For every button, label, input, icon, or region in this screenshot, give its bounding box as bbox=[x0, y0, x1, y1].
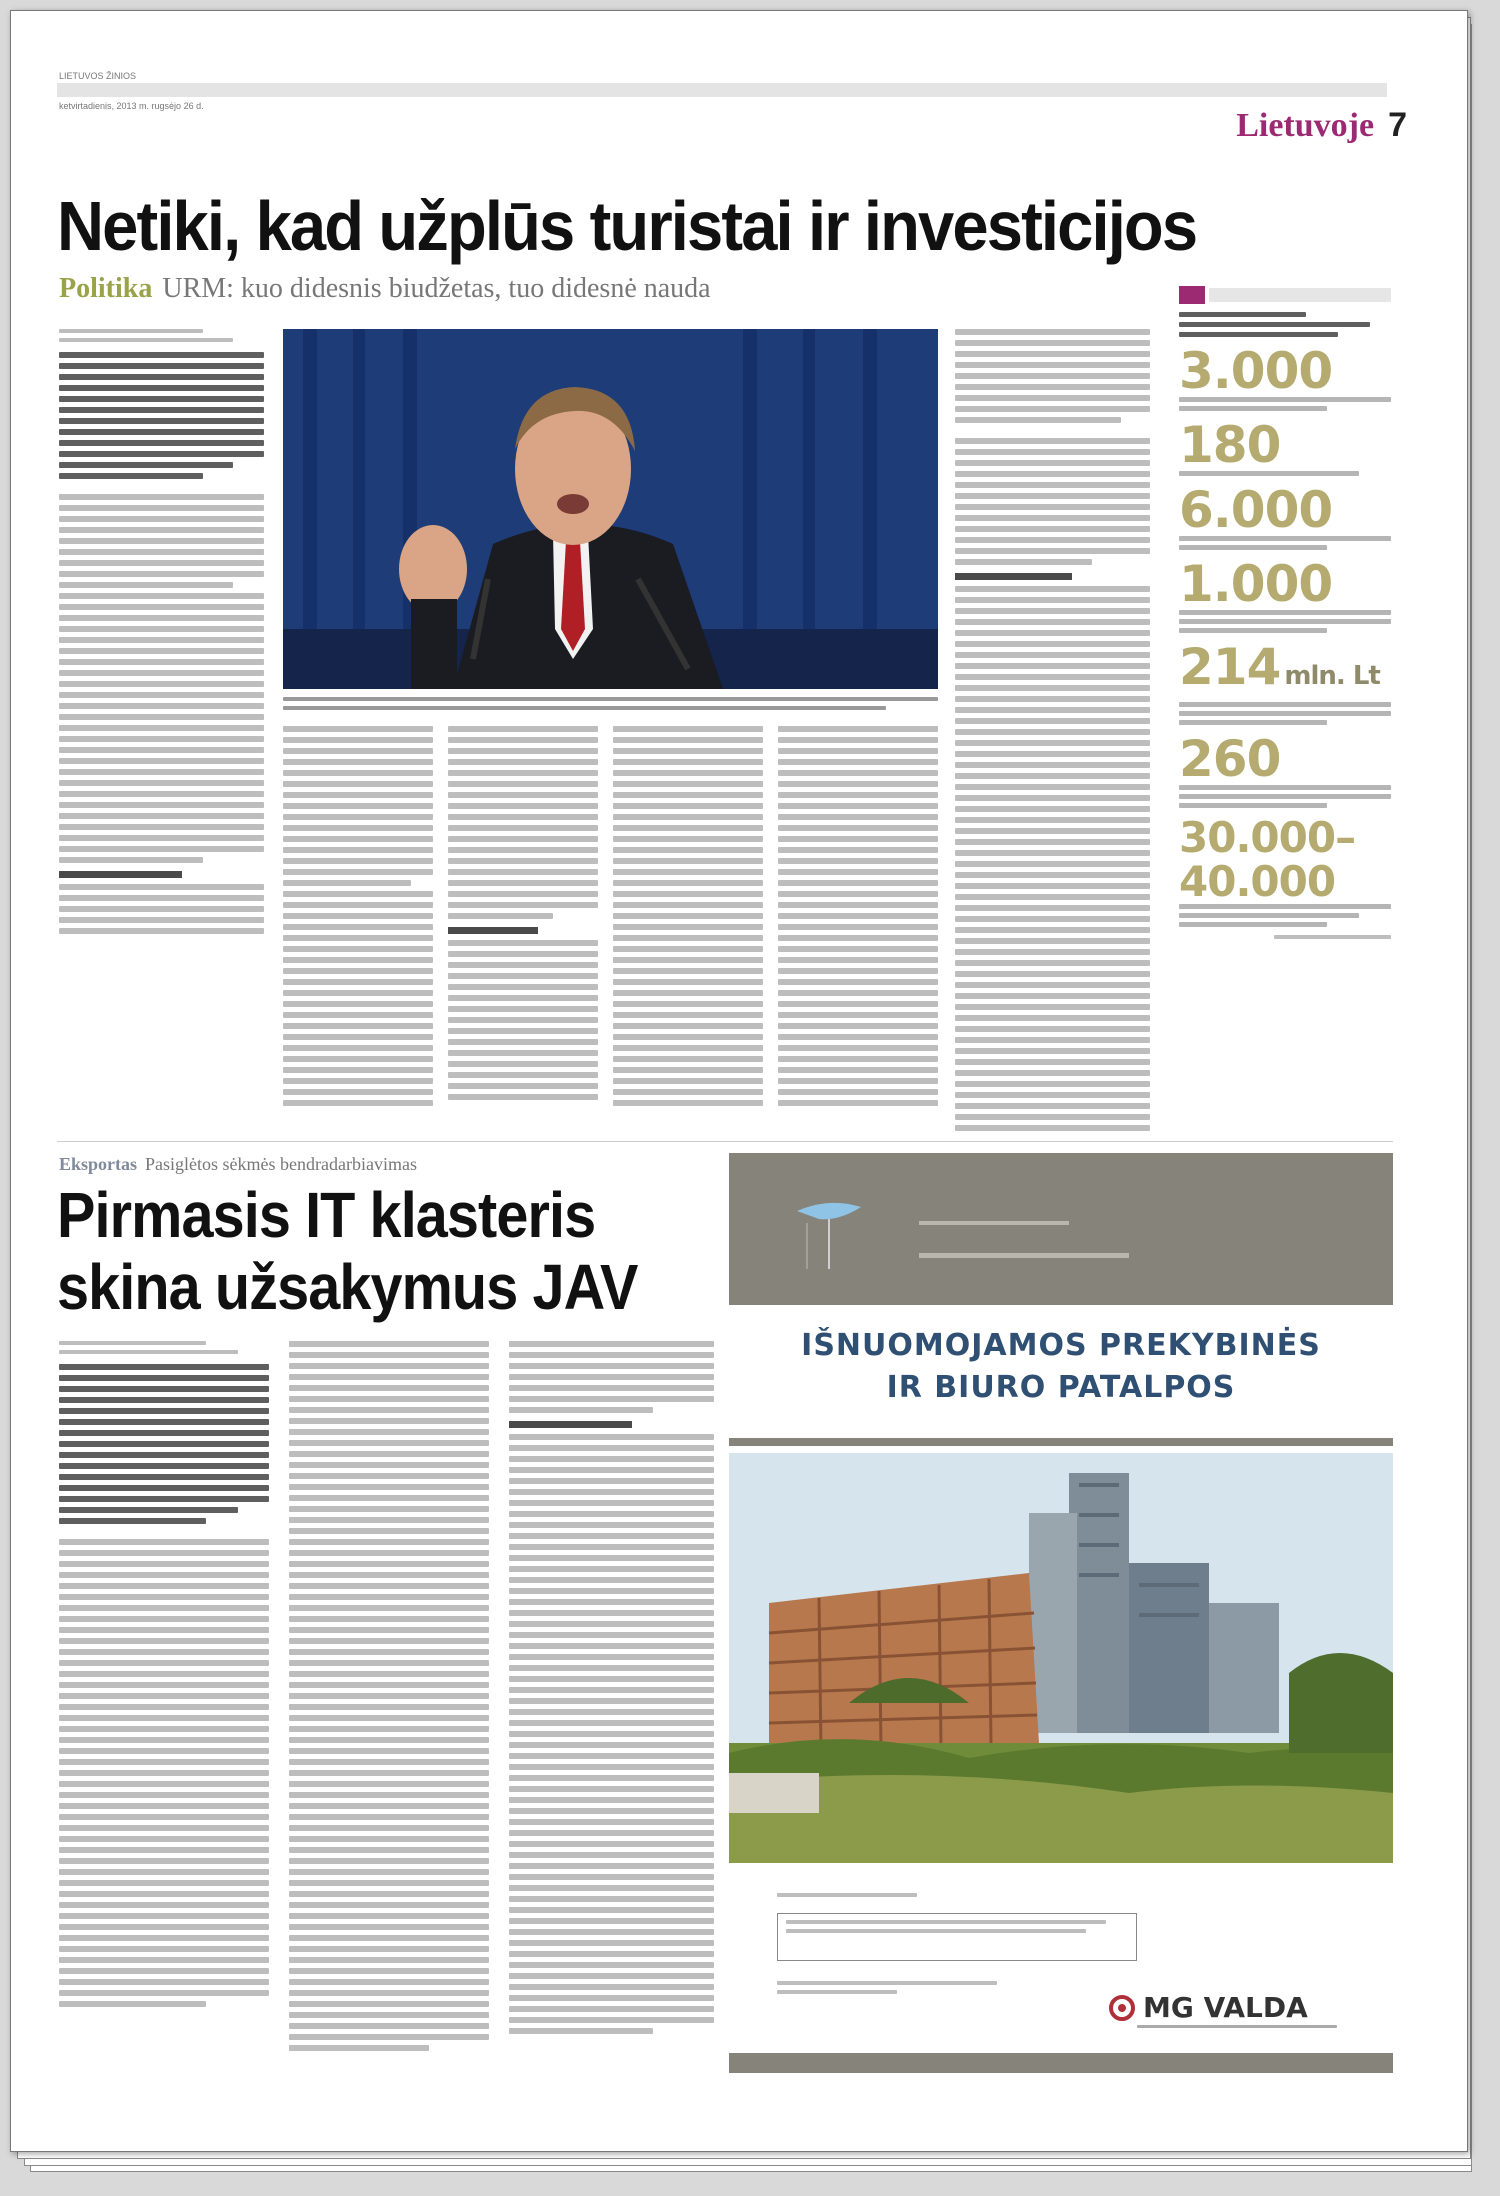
ad-title-line-2: IR BIURO PATALPOS bbox=[886, 1370, 1236, 1405]
section-title bbox=[1236, 106, 1407, 145]
date-line: ketvirtadienis, 2013 m. rugsėjo 26 d. bbox=[59, 101, 204, 111]
article2-kicker bbox=[59, 1154, 417, 1175]
ad-address bbox=[777, 1893, 917, 1902]
article-photo bbox=[283, 329, 938, 689]
ad-building-photo bbox=[729, 1453, 1393, 1863]
article2-column-2 bbox=[289, 1341, 489, 2056]
header-bar bbox=[57, 83, 1387, 97]
mg-valda-mark-icon bbox=[1109, 1995, 1135, 2021]
masthead: LIETUVOS ŽINIOS bbox=[59, 71, 137, 81]
kicker-label: Politika bbox=[59, 273, 153, 304]
stat-unit: mln. Lt bbox=[1284, 661, 1380, 691]
stats-sidebar bbox=[1179, 286, 1391, 944]
article2-column-3 bbox=[509, 1341, 714, 2039]
stat-value: 3.000 bbox=[1179, 342, 1333, 400]
ad-bottom-band bbox=[729, 2053, 1393, 2073]
stat-value: 1.000 bbox=[1179, 555, 1333, 613]
mg-valda-logo bbox=[1109, 1991, 1308, 2024]
section-label: Lietuvoje bbox=[1236, 107, 1375, 144]
stat-value: 214 mln. Lt bbox=[1179, 638, 1380, 696]
ad-top-banner bbox=[729, 1153, 1393, 1305]
section-divider bbox=[57, 1141, 1393, 1142]
article-column-2 bbox=[448, 726, 598, 1105]
article2-headline bbox=[57, 1179, 638, 1323]
ad-logo-subtext bbox=[919, 1253, 1129, 1258]
headline-line-1: Pirmasis IT klasteris bbox=[57, 1179, 596, 1251]
article-column-4 bbox=[778, 726, 938, 1111]
article-kicker bbox=[59, 273, 711, 305]
stat-value: 260 bbox=[1179, 730, 1281, 788]
stat-value: 6.000 bbox=[1179, 481, 1333, 539]
headline-line-2: skina užsakymus JAV bbox=[57, 1251, 638, 1323]
kicker2-label: Eksportas bbox=[59, 1154, 138, 1174]
speaker-photo bbox=[283, 329, 938, 689]
lead-column bbox=[59, 329, 264, 939]
ad-rule bbox=[729, 1438, 1393, 1446]
stats-source bbox=[1179, 935, 1391, 939]
article2-column-1 bbox=[59, 1341, 269, 2012]
advertisement bbox=[729, 1153, 1393, 2073]
brand-name: MG VALDA bbox=[1143, 1991, 1308, 2024]
kicker-subtitle: URM: kuo didesnis biudžetas, tuo didesnė nauda bbox=[162, 273, 711, 304]
stat-value: 40.000 bbox=[1179, 857, 1336, 906]
ad-contacts bbox=[777, 1981, 997, 1999]
ad-logo-text bbox=[919, 1221, 1069, 1225]
article-column-3 bbox=[613, 726, 763, 1111]
stat-value: 180 bbox=[1179, 416, 1281, 474]
stats-header bbox=[1179, 286, 1391, 304]
article-column-1 bbox=[283, 726, 433, 1111]
article-column-5 bbox=[955, 329, 1150, 1136]
stat-value: 30.000– bbox=[1179, 813, 1356, 862]
photo-caption bbox=[283, 697, 938, 715]
page-number: 7 bbox=[1388, 106, 1407, 144]
ad-title bbox=[729, 1325, 1393, 1409]
newspaper-page bbox=[10, 10, 1468, 2152]
ad-title-line-1: IŠNUOMOJAMOS PREKYBINĖS bbox=[801, 1328, 1321, 1363]
article-headline: Netiki, kad užplūs turistai ir investicijos bbox=[57, 187, 1197, 265]
stats-badge bbox=[1179, 286, 1205, 304]
building-logo-icon bbox=[789, 1193, 869, 1273]
ad-price-box bbox=[777, 1913, 1137, 1961]
kicker2-text: Pasiglėtos sėkmės bendradarbiavimas bbox=[145, 1154, 417, 1174]
brand-tagline bbox=[1137, 2025, 1337, 2033]
